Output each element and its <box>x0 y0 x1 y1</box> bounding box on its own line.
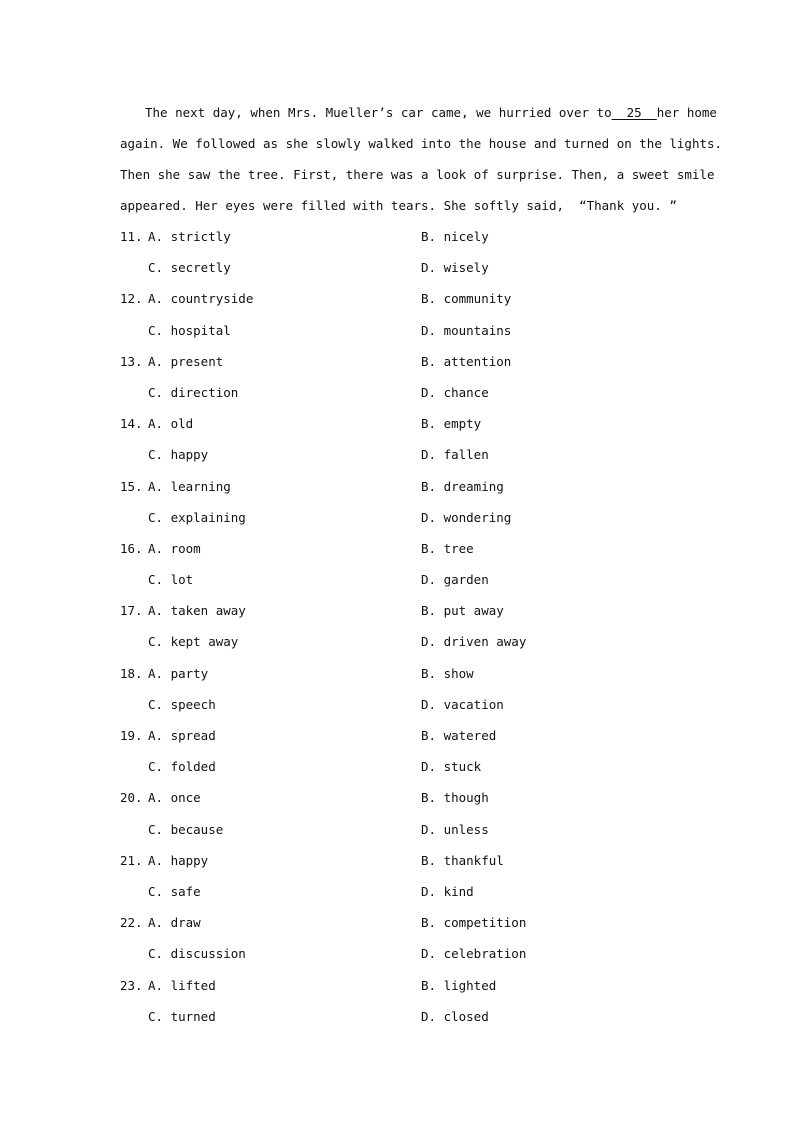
passage-text: appeared. Her eyes were filled with tears. She softly said, “Thank you. ” <box>120 198 677 213</box>
passage-text: her home <box>656 105 717 120</box>
question-row <box>120 224 680 255</box>
question-number: 15. <box>120 478 143 494</box>
question-number: 13. <box>120 353 143 369</box>
question-number: 20. <box>120 790 143 806</box>
passage-line <box>120 193 676 224</box>
option-c: C. direction <box>148 384 239 400</box>
option-b: B. lighted <box>421 977 497 993</box>
option-c: C. discussion <box>148 946 246 962</box>
question-row <box>120 692 680 723</box>
question-row <box>120 941 680 972</box>
option-d: D. fallen <box>421 447 489 463</box>
option-c: C. because <box>148 821 224 837</box>
option-a: A. present <box>148 353 224 369</box>
passage-line <box>120 131 723 162</box>
question-row <box>120 567 680 598</box>
answer-blank: __25__ <box>611 105 657 120</box>
question-row <box>120 723 680 754</box>
question-number: 18. <box>120 665 143 681</box>
question-row <box>120 848 680 879</box>
question-row <box>120 442 680 473</box>
option-d: D. mountains <box>421 322 512 338</box>
option-a: A. learning <box>148 478 231 494</box>
question-number: 17. <box>120 603 143 619</box>
question-row <box>120 817 680 848</box>
question-number: 21. <box>120 852 143 868</box>
question-row <box>120 286 680 317</box>
option-d: D. celebration <box>421 946 527 962</box>
question-row <box>120 973 680 1004</box>
option-b: B. nicely <box>421 229 489 244</box>
option-d: D. wondering <box>421 509 512 525</box>
option-c: C. hospital <box>148 322 231 338</box>
option-c: C. lot <box>148 572 194 588</box>
option-a: A. happy <box>148 852 209 868</box>
option-a: A. strictly <box>148 229 231 244</box>
option-c: C. kept away <box>148 634 239 650</box>
question-row <box>120 661 680 692</box>
passage-text: The next day, when Mrs. Mueller’s car came, we hurried over to <box>145 105 612 120</box>
question-row <box>120 380 680 411</box>
option-d: D. driven away <box>421 634 527 650</box>
option-a: A. taken away <box>148 603 246 619</box>
question-row <box>120 411 680 442</box>
option-b: B. watered <box>421 728 497 743</box>
option-a: A. countryside <box>148 291 254 307</box>
question-row <box>120 785 680 816</box>
question-row <box>120 536 680 567</box>
option-c: C. explaining <box>148 509 246 525</box>
option-b: B. though <box>421 790 489 806</box>
option-b: B. put away <box>421 603 504 619</box>
question-number: 19. <box>120 728 143 743</box>
passage-text: Then she saw the tree. First, there was a look of surprise. Then, a sweet smile <box>120 167 715 182</box>
option-d: D. wisely <box>421 260 489 276</box>
option-b: B. empty <box>421 416 482 432</box>
option-c: C. secretly <box>148 260 231 276</box>
option-a: A. draw <box>148 915 201 931</box>
option-c: C. happy <box>148 447 209 463</box>
option-d: D. unless <box>421 821 489 837</box>
option-a: A. old <box>148 416 194 432</box>
option-b: B. tree <box>421 540 474 556</box>
option-a: A. spread <box>148 728 216 743</box>
option-d: D. garden <box>421 572 489 588</box>
option-c: C. folded <box>148 759 216 775</box>
question-number: 16. <box>120 540 143 556</box>
option-d: D. stuck <box>421 759 482 775</box>
option-a: A. lifted <box>148 977 216 993</box>
passage-line <box>120 100 717 131</box>
question-number: 12. <box>120 291 143 307</box>
question-row <box>120 879 680 910</box>
option-b: B. thankful <box>421 852 504 868</box>
question-list <box>120 224 680 1035</box>
option-d: D. vacation <box>421 696 504 712</box>
question-number: 23. <box>120 977 143 993</box>
question-number: 11. <box>120 229 143 244</box>
question-row <box>120 629 680 660</box>
passage <box>120 100 723 224</box>
question-row <box>120 598 680 629</box>
question-number: 14. <box>120 416 143 432</box>
option-a: A. room <box>148 540 201 556</box>
option-d: D. chance <box>421 384 489 400</box>
option-c: C. speech <box>148 696 216 712</box>
option-b: B. attention <box>421 353 512 369</box>
option-d: D. kind <box>421 883 474 899</box>
question-row <box>120 349 680 380</box>
option-b: B. dreaming <box>421 478 504 494</box>
question-row <box>120 1004 680 1035</box>
question-number: 22. <box>120 915 143 931</box>
passage-line <box>120 162 715 193</box>
option-c: C. safe <box>148 883 201 899</box>
question-row <box>120 318 680 349</box>
passage-text: again. We followed as she slowly walked into the house and turned on the lights. <box>120 136 723 151</box>
question-row <box>120 754 680 785</box>
option-b: B. community <box>421 291 512 307</box>
option-b: B. show <box>421 665 474 681</box>
question-row <box>120 910 680 941</box>
option-a: A. once <box>148 790 201 806</box>
option-a: A. party <box>148 665 209 681</box>
question-row <box>120 255 680 286</box>
option-d: D. closed <box>421 1008 489 1024</box>
option-b: B. competition <box>421 915 527 931</box>
option-c: C. turned <box>148 1008 216 1024</box>
question-row <box>120 505 680 536</box>
question-row <box>120 474 680 505</box>
